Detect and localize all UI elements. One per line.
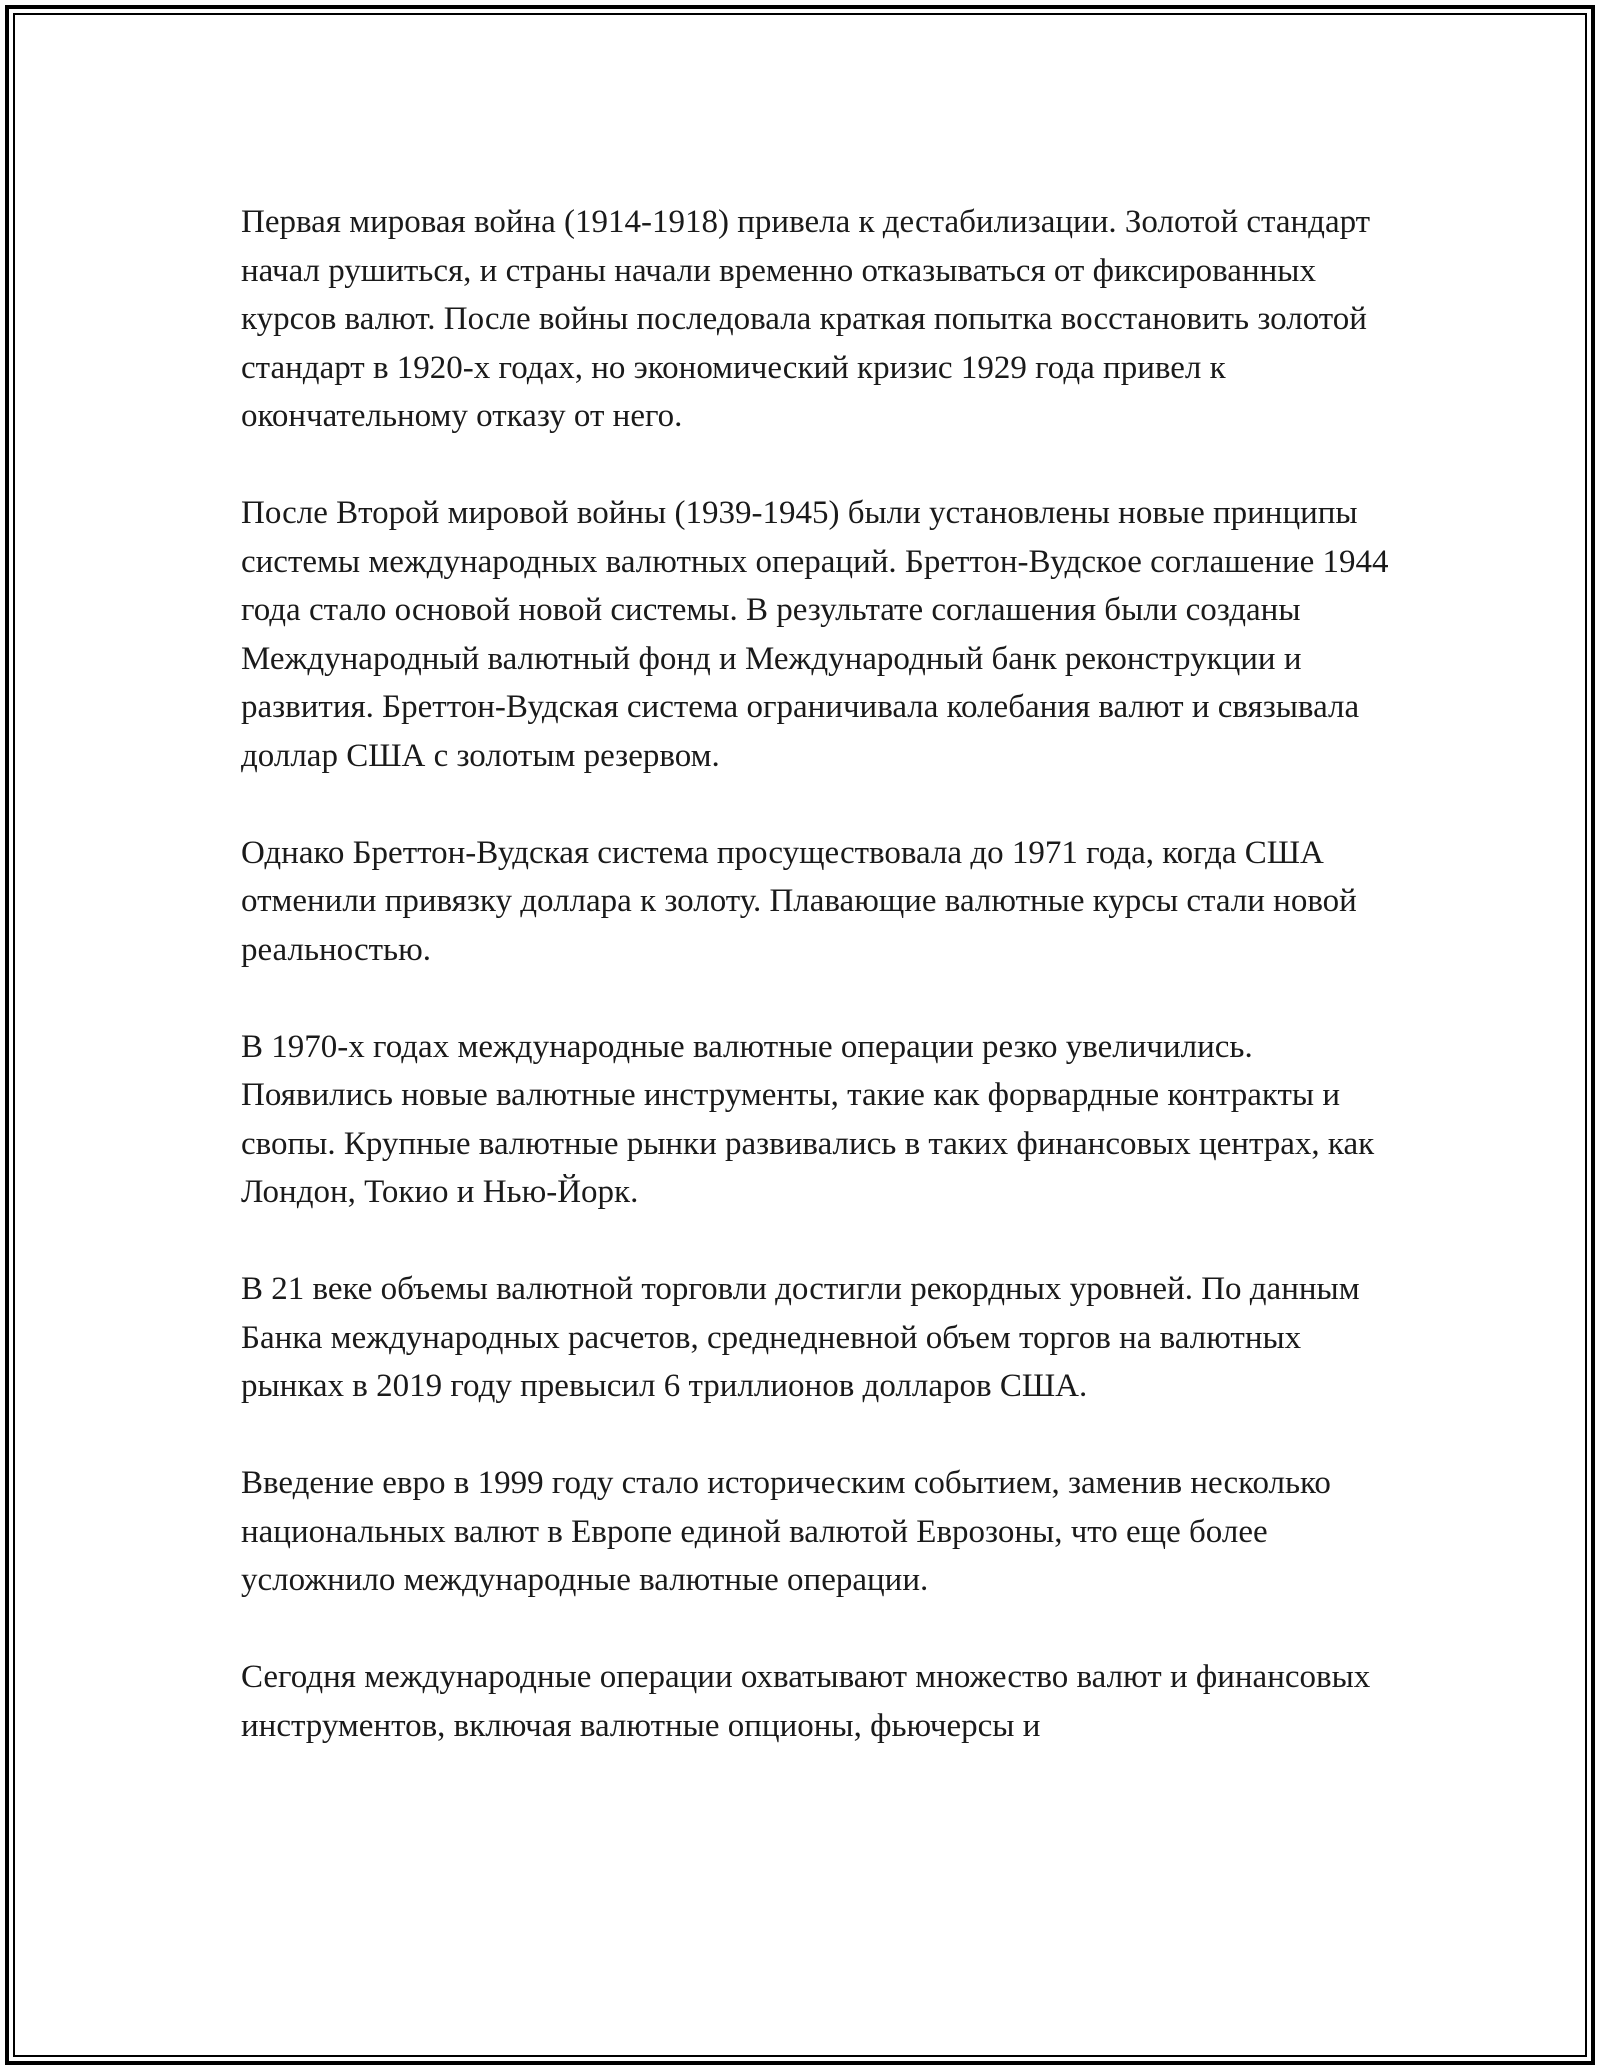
paragraph-1970s-growth: В 1970-х годах международные валютные операции резко увеличились. Появились новые валютные инструменты, такие как форвардные контракты и свопы. Крупные валютные рынки развивались в таких финансовых центрах, как Лондон, Токио и Нью-Йорк. bbox=[241, 1028, 1375, 1210]
paragraph-21st-century-volume: В 21 веке объемы валютной торговли достигли рекордных уровней. По данным Банка международных расчетов, среднедневной объем торгов на валютных рынках в 2019 году превысил 6 триллионов долларов США. bbox=[241, 1271, 1360, 1404]
paragraph-bretton-woods-agreement: После Второй мировой войны (1939-1945) были установлены новые принципы системы международных валютных операций. Бреттон-Вудское соглашение 1944 года стало основой новой системы. В результате соглашения были созданы Международный валютный фонд и Международный банк реконструкции и развития. Бреттон-Вудская система ограничивала колебания валют и связывала доллар США с золотым резервом. bbox=[241, 495, 1389, 774]
paragraph-euro-introduction: Введение евро в 1999 году стало историческим событием, заменив несколько национальных валют в Европе единой валютой Еврозоны, что еще более усложнило международные валютные операции. bbox=[241, 1465, 1331, 1598]
page-border bbox=[5, 5, 1595, 2065]
page-inner-border bbox=[13, 13, 1587, 2057]
document-body bbox=[241, 198, 1391, 1750]
paragraph-wwi-gold-standard: Первая мировая война (1914-1918) привела к дестабилизации. Золотой стандарт начал рушиться, и страны начали временно отказываться от фиксированных курсов валют. После войны последовала краткая попытка восстановить золотой стандарт в 1920-х годах, но экономический кризис 1929 года привел к окончательному отказу от него. bbox=[241, 204, 1371, 434]
paragraph-bretton-woods-end: Однако Бреттон-Вудская система просуществовала до 1971 года, когда США отменили привязку доллара к золоту. Плавающие валютные курсы стали новой реальностью. bbox=[241, 834, 1357, 968]
paragraph-today-operations: Сегодня международные операции охватывают множество валют и финансовых инструментов, включая валютные опционы, фьючерсы и bbox=[241, 1659, 1371, 1744]
